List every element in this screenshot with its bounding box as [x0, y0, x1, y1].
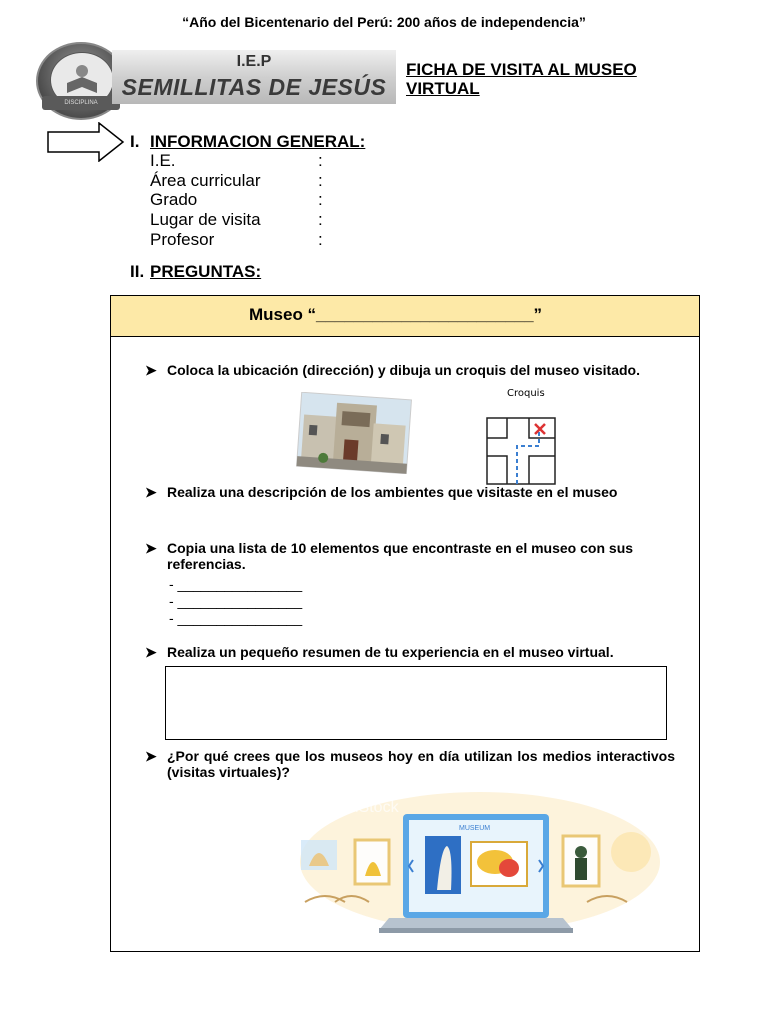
list-line-1: - ________________ [169, 576, 303, 592]
sheet-title [406, 60, 637, 98]
question-1-text: Coloca la ubicación (dirección) y dibuja un croquis del museo visitado. [167, 362, 640, 378]
croquis-map-icon [485, 416, 557, 486]
field-grado-label: Grado [150, 190, 198, 209]
summary-answer-box[interactable] [165, 666, 667, 740]
bullet-icon: ➤ [145, 748, 157, 764]
field-profesor-colon: : [318, 230, 323, 249]
field-grado-colon: : [318, 190, 323, 209]
list-line-3: - ________________ [169, 610, 303, 626]
field-lugar-colon: : [318, 210, 323, 229]
school-name: SEMILLITAS DE JESÚS [121, 74, 387, 100]
museum-building-image [295, 392, 413, 474]
question-3 [145, 540, 675, 572]
question-1 [145, 362, 675, 378]
field-lugar-label: Lugar de visita [150, 210, 261, 229]
museum-header [111, 296, 699, 337]
question-2 [145, 484, 687, 500]
section-2-title: PREGUNTAS: [150, 262, 262, 281]
watermark: iStock [355, 799, 399, 816]
field-profesor-label: Profesor [150, 230, 215, 249]
questions-box [110, 295, 700, 952]
bullet-icon: ➤ [145, 484, 157, 500]
croquis-label: Croquis [507, 388, 545, 399]
section-1-title: INFORMACION GENERAL: [150, 132, 366, 151]
question-5-text: ¿Por qué crees que los museos hoy en día utilizan los medios interactivos (visitas virtuales)? [167, 748, 675, 780]
school-banner [112, 50, 396, 104]
virtual-museum-illustration [295, 790, 665, 940]
section-2-number: II. [130, 262, 145, 281]
right-arrow-icon [47, 122, 125, 162]
logo-ribbon: DISCIPLINA [42, 96, 120, 110]
list-line-2: - ________________ [169, 593, 303, 609]
museum-name-field: Museo “_______________________” [249, 305, 543, 324]
section-1-number: I. [130, 132, 140, 151]
field-area-label: Área curricular [150, 171, 261, 190]
question-2-text: Realiza una descripción de los ambientes que visitaste en el museo [167, 484, 618, 500]
year-motto: “Año del Bicentenario del Perú: 200 años de independencia” [182, 14, 586, 30]
field-ie-colon: : [318, 151, 323, 170]
school-type: I.E.P [236, 53, 272, 70]
question-3-text: Copia una lista de 10 elementos que encontraste en el museo con sus referencias. [167, 540, 634, 572]
sheet-title-line-1: FICHA DE VISITA AL MUSEO [406, 60, 637, 79]
question-5 [145, 748, 675, 780]
question-4-text: Realiza un pequeño resumen de tu experiencia en el museo virtual. [167, 644, 614, 660]
question-4 [145, 644, 687, 660]
bullet-icon: ➤ [145, 362, 157, 378]
bullet-icon: ➤ [145, 644, 157, 660]
laptop-screen-label: MUSEUM [459, 825, 491, 832]
field-area-colon: : [318, 171, 323, 190]
sheet-title-line-2: VIRTUAL [406, 79, 480, 98]
field-ie-label: I.E. [150, 151, 176, 170]
bullet-icon: ➤ [145, 540, 157, 556]
